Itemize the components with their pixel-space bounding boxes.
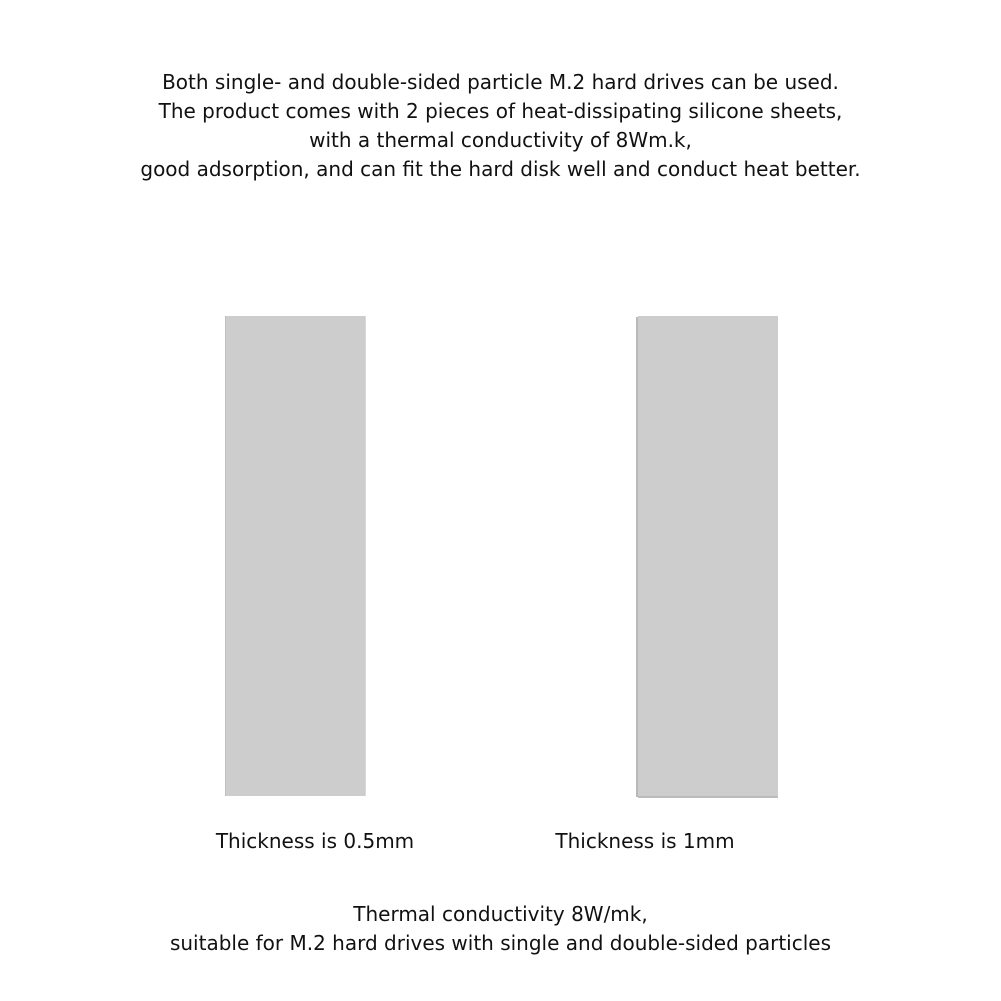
intro-line: The product comes with 2 pieces of heat-dissipating silicone sheets, <box>158 99 843 123</box>
thickness-caption-thin: Thickness is 0.5mm <box>215 829 415 853</box>
intro-line: good adsorption, and can fit the hard disk well and conduct heat better. <box>140 157 861 181</box>
silicone-sheet-thick <box>638 316 778 796</box>
footer-line: suitable for M.2 hard drives with single and double-sided particles <box>169 931 832 955</box>
intro-line: with a thermal conductivity of 8Wm.k, <box>309 128 692 152</box>
footer-text <box>0 900 1001 958</box>
thickness-caption-thick: Thickness is 1mm <box>555 829 735 853</box>
intro-line: Both single- and double-sided particle M.2 hard drives can be used. <box>162 70 839 94</box>
silicone-sheet-thin <box>226 316 365 796</box>
footer-line: Thermal conductivity 8W/mk, <box>353 902 648 926</box>
intro-text <box>0 68 1001 184</box>
